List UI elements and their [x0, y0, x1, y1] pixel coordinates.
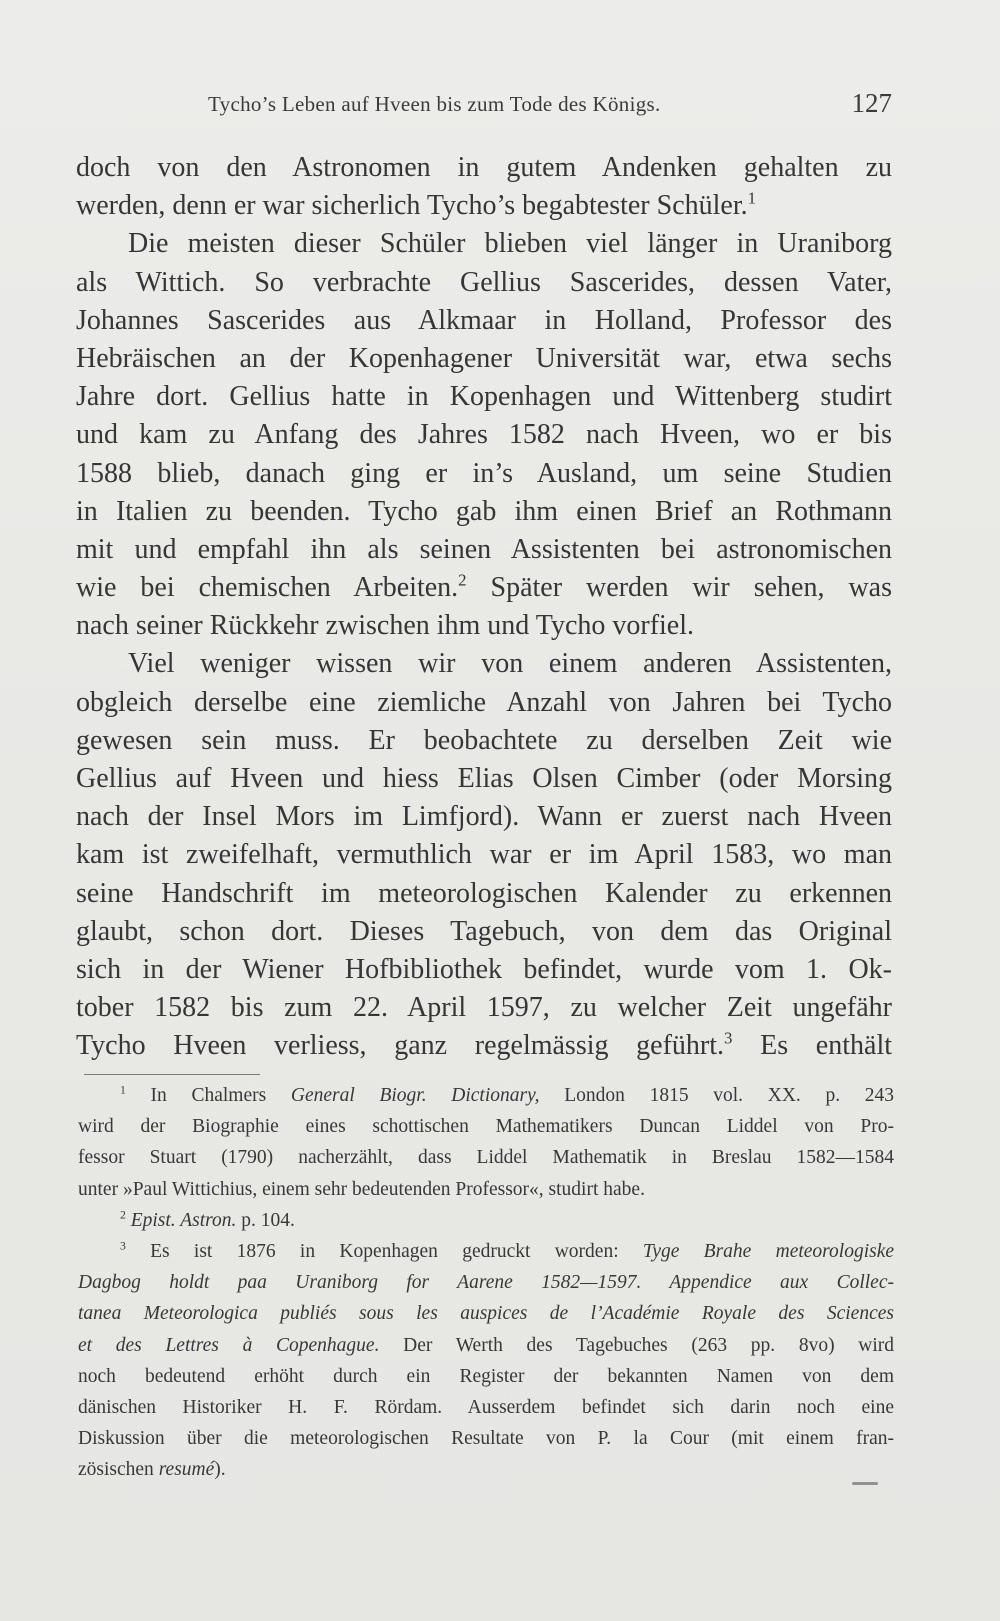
- footnote-line: unter »Paul Wittichius, einem sehr bedeutenden Professor«, studirt habe.: [78, 1178, 645, 1200]
- running-head: Tycho’s Leben auf Hveen bis zum Tode des Königs.: [208, 92, 661, 116]
- text-line: Viel weniger wissen wir von einem anderen Assistenten,: [128, 648, 892, 680]
- text-line: in Italien zu beenden. Tycho gab ihm einen Brief an Rothmann: [76, 495, 892, 527]
- footnote-ref: 3: [724, 1028, 733, 1048]
- text-line: Tycho Hveen verliess, ganz regelmässig geführt.$^3$ Es enthält: [76, 1028, 892, 1062]
- printer-mark: [852, 1482, 878, 1485]
- footnotes: [78, 1080, 894, 1485]
- text-line: Hebräischen an der Kopenhagener Universität war, etwa sechs: [76, 342, 892, 374]
- footnote-ref: 1: [747, 188, 757, 208]
- footnote-line: $^1$ In Chalmers General Biogr. Dictionary, London 1815 vol. XX. p. 243: [120, 1083, 895, 1106]
- footnote-line: zösischen resumé).: [78, 1459, 226, 1481]
- text-line: 1588 blieb, danach ging er in’s Ausland, um seine Studien: [76, 457, 892, 489]
- text-line: und kam zu Anfang des Jahres 1582 nach Hveen, wo er bis: [76, 419, 892, 451]
- body-text: [76, 149, 892, 1066]
- text-line: werden, denn er war sicherlich Tycho’s begabtester Schüler.$^1$: [76, 188, 757, 222]
- text-line: seine Handschrift im meteorologischen Kalender zu erkennen: [76, 877, 892, 909]
- text-line: Jahre dort. Gellius hatte in Kopenhagen und Wittenberg studirt: [76, 381, 892, 413]
- page-header: [76, 88, 892, 124]
- text-line: obgleich derselbe eine ziemliche Anzahl von Jahren bei Tycho: [76, 686, 892, 718]
- footnote-line: tanea Meteorologica publiés sous les auspices de l’Académie Royale des Sciences: [78, 1303, 894, 1325]
- text-line: sich in der Wiener Hofbibliothek befindet, wurde vom 1. Ok-: [76, 953, 892, 985]
- footnote-line: $^3$ Es ist 1876 in Kopenhagen gedruckt worden: Tyge Brahe meteorologiske: [120, 1239, 895, 1262]
- footnote-line: Diskussion über die meteorologischen Resultate von P. la Cour (mit einem fran-: [78, 1428, 894, 1450]
- footnote-line: fessor Stuart (1790) nacherzählt, dass Liddel Mathematik in Breslau 1582—1584: [78, 1147, 894, 1169]
- text-line: als Wittich. So verbrachte Gellius Sascerides, dessen Vater,: [76, 266, 892, 298]
- text-line: glaubt, schon dort. Dieses Tagebuch, von dem das Original: [76, 915, 892, 947]
- page-number: 127: [851, 88, 892, 118]
- footnote-ref: 2: [458, 570, 467, 590]
- text-line: mit und empfahl ihn als seinen Assistenten bei astronomischen: [76, 533, 892, 565]
- text-line: nach seiner Rückkehr zwischen ihm und Tycho vorfiel.: [76, 610, 695, 642]
- text-line: Johannes Sascerides aus Alkmaar in Holland, Professor des: [76, 304, 892, 336]
- text-line: wie bei chemischen Arbeiten.$^2$ Später werden wir sehen, was: [76, 570, 892, 604]
- text-line: Gellius auf Hveen und hiess Elias Olsen Cimber (oder Morsing: [76, 763, 892, 794]
- text-line: tober 1582 bis zum 22. April 1597, zu welcher Zeit ungefähr: [76, 992, 892, 1024]
- footnote-line: wird der Biographie eines schottischen Mathematikers Duncan Liddel von Pro-: [78, 1116, 894, 1138]
- footnote-line: $^2$ Epist. Astron. p. 104.: [120, 1208, 295, 1231]
- text-line: Die meisten dieser Schüler blieben viel länger in Uraniborg: [128, 228, 892, 260]
- footnote-line: noch bedeutend erhöht durch ein Register der bekannten Namen von dem: [78, 1365, 894, 1387]
- footnote-line: dänischen Historiker H. F. Rördam. Ausserdem befindet sich darin noch eine: [78, 1396, 894, 1418]
- text-line: doch von den Astronomen in gutem Andenken gehalten zu: [76, 152, 892, 183]
- footnote-rule: [84, 1074, 260, 1075]
- text-line: kam ist zweifelhaft, vermuthlich war er im April 1583, wo man: [76, 839, 892, 871]
- text-line: nach der Insel Mors im Limfjord). Wann er zuerst nach Hveen: [76, 801, 892, 833]
- footnote-line: et des Lettres à Copenhague. Der Werth des Tagebuches (263 pp. 8vo) wird: [78, 1334, 894, 1356]
- text-line: gewesen sein muss. Er beobachtete zu derselben Zeit wie: [76, 724, 892, 756]
- footnote-line: Dagbog holdt paa Uraniborg for Aarene 1582—1597. Appendice aux Collec-: [78, 1272, 894, 1294]
